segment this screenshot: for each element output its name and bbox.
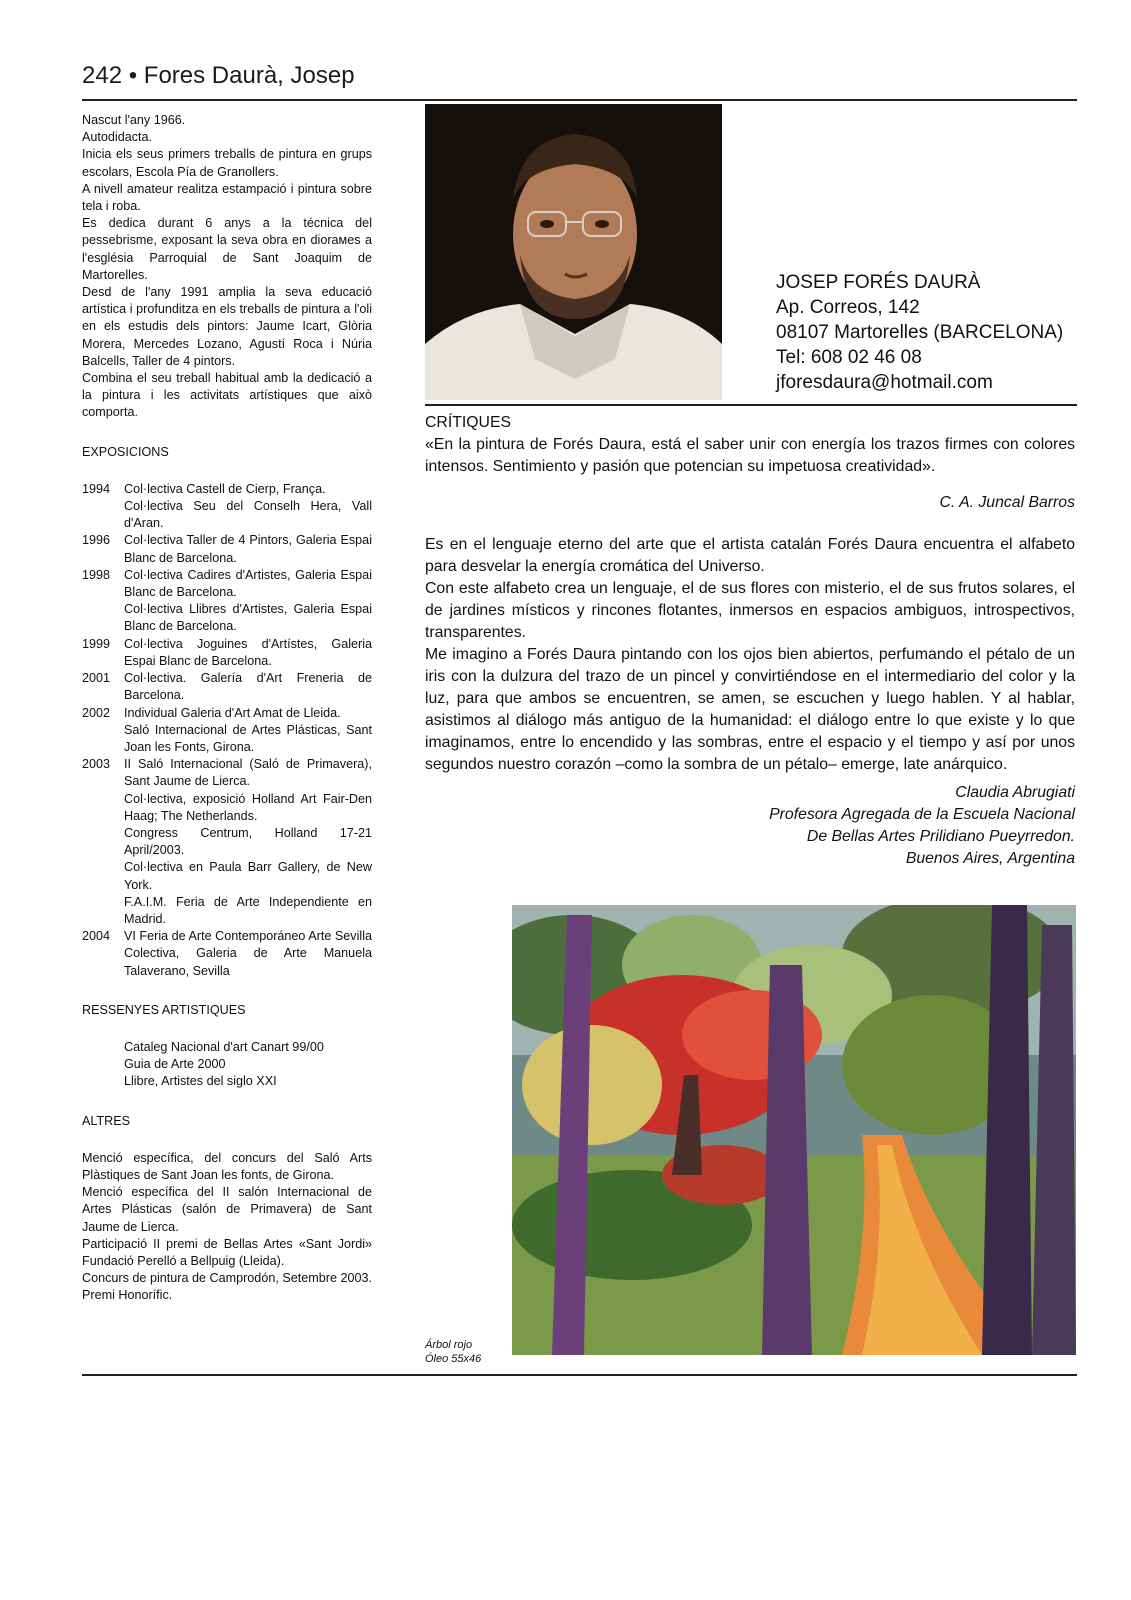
critique-paragraph: Es en el lenguaje eterno del arte que el artista catalán Forés Daura encuentra el alfabeto para desvelar la energía cromática del Universo. (425, 536, 1075, 575)
ressenyes-item: Guia de Arte 2000 (124, 1057, 226, 1072)
altres-item: Menció específica del II salón Internacional de Artes Plásticas (salón de Primavera) de Sant Jaume de Lierca. (82, 1185, 372, 1234)
painting-medium: Óleo 55x46 (425, 1353, 482, 1365)
ressenyes-item: Cataleg Nacional d'art Canart 99/00 (124, 1039, 324, 1054)
expo-entry: 2003 II Saló Internacional (Saló de Primavera), Sant Jaume de Lierca. (82, 757, 372, 789)
contact-name: JOSEP FORÉS DAURÀ (776, 272, 981, 293)
painting-image (512, 905, 1076, 1355)
critiques-heading: CRÍTIQUES (425, 414, 512, 431)
critique-author-role: Profesora Agregada de la Escuela Nacional (769, 806, 1075, 823)
bio-line: A nivell amateur realitza estampació i pintura sobre tela i roba. (82, 181, 372, 214)
critique-paragraph: Me imagino a Forés Daura pintando con los ojos bien abiertos, perfumando el pétalo de un iris con la dulzura del trazo de un pincel y convirtiéndose en el intermediario del color y la luz, para que ambos se encuentren, se amen, se escuchen y luego hablen. Y al hablar, asistimos al diálogo más antiguo de la humanidad: el diálogo entre lo que existe y lo que imaginamos, entre lo encendido y las sombras, entre el espacio y el tiempo y así por unos segundos nuestro corazón –como la sombra de un pétalo– emerge, late anárquico. (425, 646, 1075, 773)
critique-author: Claudia Abrugiati (955, 784, 1075, 801)
painting-title: Árbol rojo (425, 1339, 473, 1351)
expo-entry: 2002 Individual Galeria d'Art Amat de Lleida. (82, 705, 341, 720)
bio-line: Inicia els seus primers treballs de pintura en grups escolars, Escola Pía de Granollers. (82, 147, 372, 179)
expo-entry: Congress Centrum, Holland 17-21 April/2003. (124, 825, 372, 858)
critiques-section (425, 412, 1075, 870)
ressenyes-heading: RESSENYES ARTISTIQUES (82, 1002, 246, 1017)
altres-item: Concurs de pintura de Camprodón, Setembre 2003. Premi Honorífic. (82, 1271, 372, 1303)
altres-heading: ALTRES (82, 1113, 131, 1128)
expo-entry: Saló Internacional de Artes Plásticas, Sant Joan les Fonts, Girona. (124, 722, 372, 754)
critique-author-place: Buenos Aires, Argentina (905, 850, 1075, 867)
left-column (82, 112, 372, 1305)
contact-phone: Tel: 608 02 46 08 (776, 347, 922, 368)
expo-entry: Col·lectiva Seu del Conselh Hera, Vall d'Aran. (124, 499, 372, 531)
contact-address: Ap. Correos, 142 (776, 297, 920, 318)
painting-caption (425, 1338, 481, 1366)
critique-author: C. A. Juncal Barros (939, 494, 1075, 511)
ressenyes-item: Llibre, Artistes del siglo XXI (124, 1074, 277, 1089)
bio-line: Combina el seu treball habitual amb la dedicació a la pintura i les activitats artístiques que això comporta. (82, 371, 372, 420)
expo-entry: Col·lectiva en Paula Barr Gallery, de New York. (124, 860, 372, 892)
contact-city: 08107 Martorelles (BARCELONA) (776, 322, 1064, 343)
expo-entry: Col·lectiva Llibres d'Artistes, Galeria Espai Blanc de Barcelona. (124, 602, 372, 634)
exposicions-heading: EXPOSICIONS (82, 444, 169, 459)
expo-entry: 1999 Col·lectiva Joguines d'Artístes, Galeria Espai Blanc de Barcelona. (82, 636, 372, 668)
page-title: 242 • Fores Daurà, Josep (82, 62, 355, 89)
critique-quote: «En la pintura de Forés Daura, está el saber unir con energía los trazos firmes con colores intensos. Sentimiento y pasión que potencian su impetuosa creatividad». (425, 436, 1075, 475)
altres-item: Menció específica, del concurs del Saló Arts Plàstiques de Sant Joan les fonts, de Girona. (82, 1150, 372, 1182)
bio-line: Nascut l'any 1966. (82, 113, 186, 127)
expo-entry: 1994 Col·lectiva Castell de Cierp, França. (82, 481, 326, 496)
contact-rule (425, 404, 1077, 406)
bio-line: Es dedica durant 6 anys a la técnica del pessebrisme, exposant la seva obra en dioraмes a l'església Parroquial de Sant Joaquim de Martorelles. (82, 216, 372, 282)
expo-entry: Col·lectiva, exposició Holland Art Fair-Den Haag; The Netherlands. (124, 791, 372, 823)
expo-entry: 1996 Col·lectiva Taller de 4 Pintors, Galeria Espai Blanc de Barcelona. (82, 533, 372, 565)
contact-block (776, 270, 1063, 395)
expo-entry: 2004 VI Feria de Arte Contemporáneo Arte Sevilla Colectiva, Galeria de Arte Manuela Talaverano, Sevilla (82, 929, 372, 978)
bio-line: Desd de l'any 1991 amplia la seva educació artística i profunditza en els treballs de pintura a l'oli en els estudis dels pintors: Jaume Icart, Glòria Morera, Mercedes Lozano, Agustí Roca i Núria Balcells, Taller de 4 pintors. (82, 285, 372, 368)
altres-item: Participació II premi de Bellas Artes «Sant Jordi» Fundació Perelló a Bellpuig (Lleida). (82, 1236, 372, 1268)
exposicions-list (82, 481, 372, 980)
footer-rule (82, 1374, 1077, 1376)
expo-entry: 1998 Col·lectiva Cadires d'Artistes, Galeria Espai Blanc de Barcelona. (82, 567, 372, 600)
critique-paragraph: Con este alfabeto crea un lenguaje, el de sus flores con misterio, el de sus frutos solares, el de jardines místicos y rincones flotantes, inmersos en espacios ambiguos, introspectivos, transparentes. (425, 580, 1075, 641)
expo-entry: 2001 Col·lectiva. Galería d'Art Freneria de Barcelona. (82, 671, 372, 703)
contact-email[interactable]: jforesdaura@hotmail.com (776, 372, 993, 393)
critique-author-role: De Bellas Artes Prilidiano Pueyrredon. (806, 828, 1075, 845)
expo-entry: F.A.I.M. Feria de Arte Independiente en Madrid. (124, 894, 372, 926)
bio-line: Autodidacta. (82, 130, 153, 145)
artist-portrait-photo (425, 104, 722, 400)
header-rule (82, 99, 1077, 101)
